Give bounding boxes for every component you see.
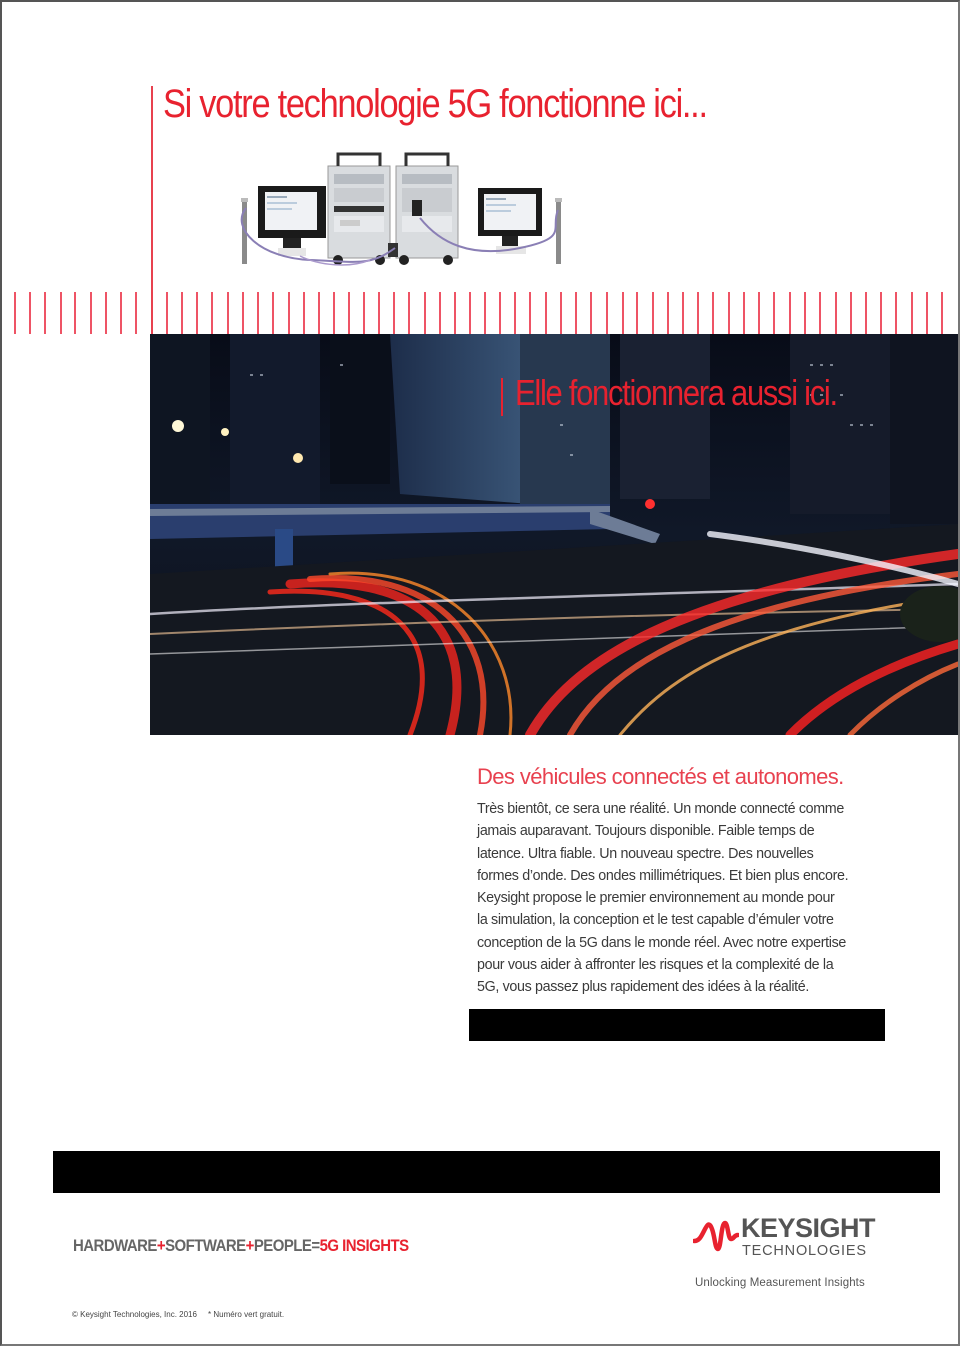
body-line: formes d’onde. Des ondes millimétriques. Et bien plus encore.	[477, 867, 849, 884]
body-line: pour vous aider à affronter les risques et la complexité de la	[477, 957, 834, 974]
photo-headline-rule	[501, 378, 503, 416]
body-line: conception de la 5G dans le monde réel. Avec notre expertise	[477, 934, 846, 951]
keysight-logo	[693, 1213, 903, 1293]
keysight-wave-icon	[693, 1215, 739, 1257]
equals-icon: =	[311, 1236, 320, 1255]
redaction-bar-url	[53, 1151, 940, 1193]
plus-icon: +	[156, 1236, 166, 1255]
plus-icon: +	[245, 1236, 254, 1255]
tagline-software: SOFTWARE	[165, 1236, 246, 1255]
tagline-people: PEOPLE	[253, 1236, 312, 1255]
body-line: jamais auparavant. Toujours disponible. Faible temps de	[477, 823, 815, 840]
section-title: Des véhicules connectés et autonomes.	[477, 764, 844, 789]
logo-slogan: Unlocking Measurement Insights	[695, 1277, 865, 1289]
body-line: la simulation, la conception et le test capable d’émuler votre	[477, 912, 834, 929]
logo-subtitle: TECHNOLOGIES	[742, 1243, 867, 1259]
body-line: Keysight propose le premier environnement au monde pour	[477, 890, 835, 907]
tagline	[73, 1236, 409, 1256]
redaction-bar-cta	[469, 1009, 885, 1041]
tick-rule-row	[0, 292, 960, 334]
tagline-hardware: HARDWARE	[73, 1236, 157, 1255]
headline: Si votre technologie 5G fonctionne ici...	[163, 82, 707, 126]
logo-wordmark: KEYSIGHT	[741, 1213, 876, 1243]
body-line: 5G, vous passez plus rapidement des idées à la réalité.	[477, 979, 810, 996]
equipment-image	[220, 148, 570, 270]
copyright-notice: © Keysight Technologies, Inc. 2016 * Numéro vert gratuit.	[72, 1310, 285, 1319]
body-copy	[477, 798, 877, 999]
body-line: latence. Ultra fiable. Un nouveau spectre. Des nouvelles	[477, 845, 814, 862]
body-line: Très bientôt, ce sera une réalité. Un monde connecté comme	[477, 801, 844, 817]
tagline-5g-insights: 5G INSIGHTS	[319, 1236, 409, 1255]
photo-headline: Elle fonctionnera aussi ici.	[515, 372, 837, 413]
